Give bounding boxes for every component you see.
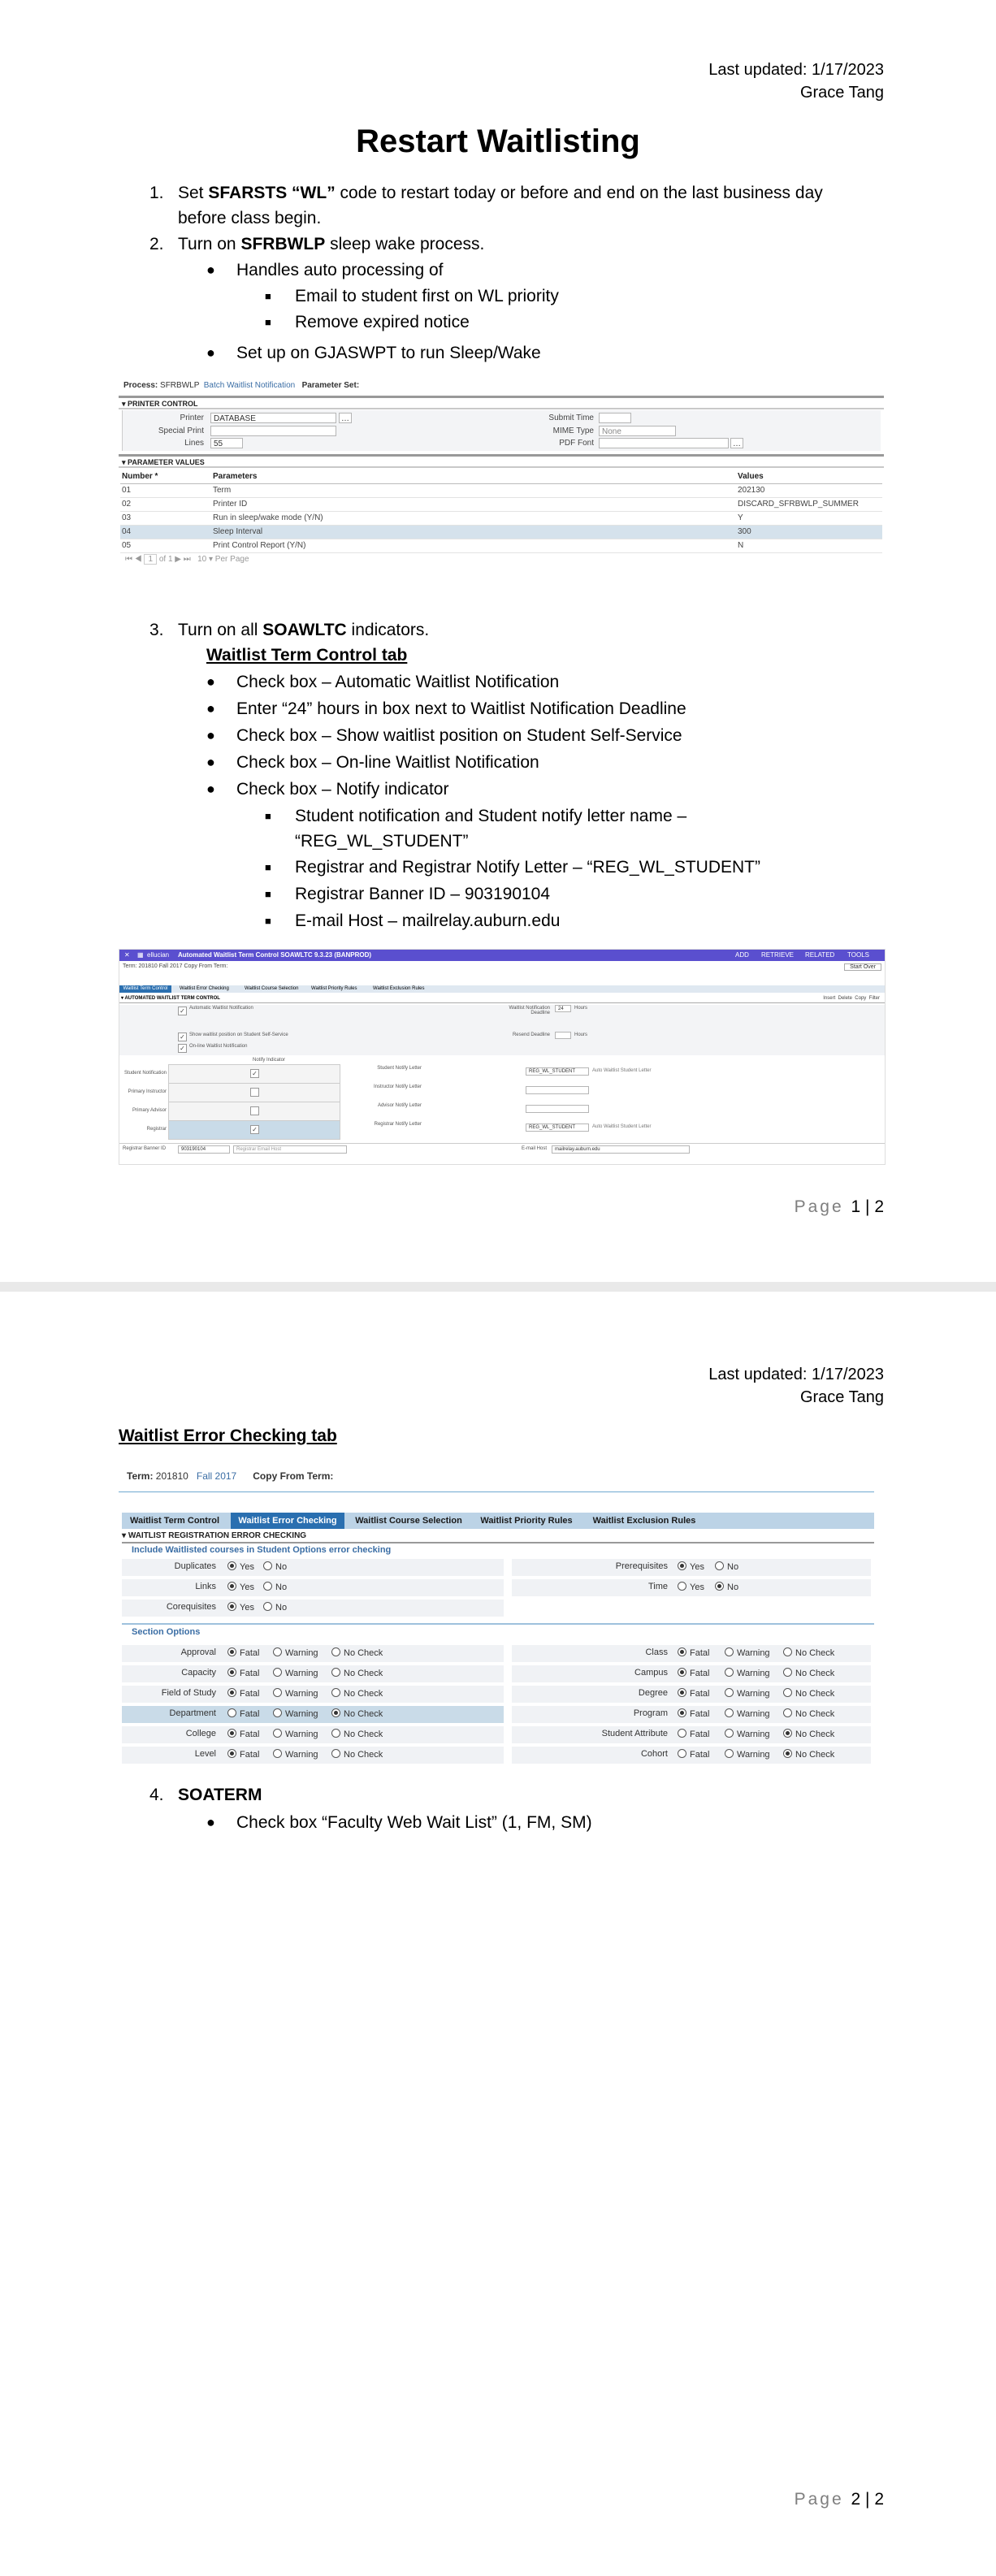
list-item: Check box “Faculty Web Wait List” (1, FM, SM) bbox=[236, 1813, 592, 1832]
term-control-panel bbox=[119, 1005, 885, 1055]
auto-notification-checkbox[interactable]: ✓ bbox=[178, 1007, 187, 1015]
radio-option[interactable]: Warning bbox=[273, 1647, 318, 1658]
table-row-selected[interactable]: 04 Sleep Interval 300 bbox=[120, 526, 882, 539]
table-row[interactable]: 02 Printer ID DISCARD_SFRBWLP_SUMMER bbox=[120, 498, 882, 512]
radio-button[interactable] bbox=[331, 1647, 340, 1656]
option-label: Field of Study bbox=[161, 1688, 216, 1698]
list-item: Registrar Banner ID – 903190104 bbox=[295, 885, 551, 903]
letter-label: Student Notify Letter bbox=[377, 1066, 422, 1071]
step-2-text: Turn on SFRBWLP sleep wake process. bbox=[178, 235, 485, 253]
page-footer: Page 2 | 2 bbox=[794, 2490, 884, 2509]
list-item: Enter “24” hours in box next to Waitlist Notification Deadline bbox=[236, 699, 686, 718]
radio-button[interactable] bbox=[725, 1708, 734, 1717]
option-label: Class bbox=[645, 1647, 668, 1657]
subheading: Waitlist Term Control tab bbox=[206, 646, 408, 665]
radio-button[interactable] bbox=[227, 1561, 236, 1570]
collapse-icon[interactable]: ▾ bbox=[122, 1531, 128, 1540]
printer-control-section[interactable]: ▾ PRINTER CONTROL bbox=[119, 396, 884, 409]
section-header[interactable]: ▾ AUTOMATED WAITLIST TERM CONTROL Insert Delete Copy Filter bbox=[119, 994, 885, 1003]
list-item: Check box – Automatic Waitlist Notification bbox=[236, 673, 560, 691]
radio-option[interactable]: Fatal bbox=[227, 1688, 259, 1699]
show-position-checkbox[interactable]: ✓ bbox=[178, 1033, 187, 1041]
list-item: Check box – Show waitlist position on Student Self-Service bbox=[236, 726, 682, 745]
soawltc-screenshot bbox=[119, 949, 886, 1165]
tab-bar bbox=[122, 1513, 874, 1529]
radio-option[interactable]: Warning bbox=[273, 1729, 318, 1739]
banner-desc-field: Registrar Email Host bbox=[233, 1145, 347, 1154]
radio-button[interactable] bbox=[725, 1647, 734, 1656]
column-header-values[interactable]: Values bbox=[738, 472, 764, 481]
tab-error-checking[interactable]: Waitlist Error Checking bbox=[180, 986, 229, 991]
radio-option[interactable]: No bbox=[263, 1602, 287, 1613]
radio-button[interactable] bbox=[783, 1708, 792, 1717]
radio-option[interactable]: Yes bbox=[678, 1582, 704, 1592]
radio-button[interactable] bbox=[725, 1668, 734, 1677]
square-bullet-icon: ■ bbox=[265, 316, 271, 328]
radio-button[interactable] bbox=[227, 1647, 236, 1656]
mime-type-label: MIME Type bbox=[552, 426, 594, 435]
option-label: Degree bbox=[638, 1688, 668, 1698]
advisor-letter-field[interactable] bbox=[526, 1105, 589, 1113]
notify-row-label: Registrar bbox=[146, 1127, 167, 1132]
author: Grace Tang bbox=[799, 1388, 884, 1406]
radio-button[interactable] bbox=[263, 1582, 272, 1591]
radio-option[interactable]: Warning bbox=[273, 1668, 318, 1678]
tab-term-control[interactable]: Waitlist Term Control bbox=[130, 1516, 219, 1526]
hours-label: Hours bbox=[574, 1006, 588, 1011]
radio-button[interactable] bbox=[273, 1688, 282, 1697]
radio-option[interactable]: No Check bbox=[783, 1708, 834, 1719]
radio-option[interactable]: Fatal bbox=[678, 1647, 709, 1658]
notify-row-label: Primary Advisor bbox=[132, 1108, 167, 1113]
special-print-field[interactable] bbox=[210, 426, 336, 436]
tools-button[interactable]: TOOLS bbox=[847, 951, 869, 959]
radio-button[interactable] bbox=[227, 1688, 236, 1697]
step-1-text: Set SFARSTS “WL” code to restart today or before and end on the last business day bbox=[178, 184, 823, 202]
page-footer: Page 1 | 2 bbox=[794, 1197, 884, 1216]
term-line: Term: 201810 Fall 2017 Copy From Term: bbox=[123, 963, 228, 969]
radio-button[interactable] bbox=[678, 1749, 686, 1758]
square-bullet-icon: ■ bbox=[265, 290, 271, 302]
radio-button[interactable] bbox=[783, 1749, 792, 1758]
radio-button[interactable] bbox=[273, 1749, 282, 1758]
printer-control-panel bbox=[122, 410, 881, 451]
bullet-icon: ● bbox=[206, 754, 215, 770]
page-2 bbox=[0, 1292, 996, 2576]
tab-priority-rules[interactable]: Waitlist Priority Rules bbox=[311, 986, 357, 991]
add-button[interactable]: ADD bbox=[735, 951, 749, 959]
printer-lookup-button[interactable]: … bbox=[339, 413, 352, 423]
radio-option[interactable]: No Check bbox=[331, 1668, 383, 1678]
last-updated: Last updated: 1/17/2023 bbox=[708, 61, 884, 79]
notify-check-cell bbox=[168, 1064, 340, 1084]
list-item: Handles auto processing of bbox=[236, 261, 444, 279]
bullet-icon: ● bbox=[206, 262, 215, 278]
printer-label: Printer bbox=[180, 413, 204, 422]
radio-button[interactable] bbox=[715, 1561, 724, 1570]
registrar-letter-field[interactable]: REG_WL_STUDENT bbox=[526, 1123, 589, 1132]
resend-field[interactable] bbox=[555, 1032, 571, 1039]
error-checking-screenshot bbox=[119, 1462, 874, 1766]
radio-button[interactable] bbox=[725, 1749, 734, 1758]
pdf-font-lookup-button[interactable]: … bbox=[730, 438, 743, 448]
radio-button[interactable] bbox=[715, 1582, 724, 1591]
submit-time-field[interactable] bbox=[599, 413, 631, 423]
sfrbwlp-screenshot bbox=[119, 378, 884, 599]
bullet-icon: ● bbox=[206, 727, 215, 743]
radio-option[interactable]: No bbox=[715, 1561, 738, 1572]
notify-check-cell bbox=[168, 1083, 340, 1102]
radio-option[interactable]: Warning bbox=[725, 1668, 770, 1678]
page-header bbox=[708, 1363, 884, 1409]
column-header-number[interactable]: Number * bbox=[122, 472, 158, 481]
radio-option[interactable]: No Check bbox=[783, 1668, 834, 1678]
grid-icon[interactable]: ▦ bbox=[137, 951, 144, 959]
list-item: Remove expired notice bbox=[295, 313, 470, 331]
radio-option[interactable]: No Check bbox=[331, 1688, 383, 1699]
radio-option[interactable]: Fatal bbox=[227, 1647, 259, 1658]
notify-check-cell bbox=[168, 1120, 340, 1140]
tab-course-selection[interactable]: Waitlist Course Selection bbox=[355, 1516, 462, 1526]
document-title: Restart Waitlisting bbox=[356, 123, 640, 159]
radio-button[interactable] bbox=[273, 1729, 282, 1738]
radio-option[interactable]: Fatal bbox=[227, 1729, 259, 1739]
include-title: Include Waitlisted courses in Student Options error checking bbox=[132, 1545, 392, 1555]
radio-button[interactable] bbox=[725, 1688, 734, 1697]
radio-button[interactable] bbox=[678, 1708, 686, 1717]
radio-option[interactable]: No bbox=[715, 1582, 738, 1592]
radio-button[interactable] bbox=[227, 1582, 236, 1591]
radio-button[interactable] bbox=[227, 1729, 236, 1738]
option-label: Capacity bbox=[181, 1668, 216, 1678]
close-icon[interactable]: ✕ bbox=[124, 951, 130, 959]
radio-button[interactable] bbox=[227, 1602, 236, 1611]
column-header-parameters[interactable]: Parameters bbox=[213, 472, 258, 481]
app-bar bbox=[119, 950, 885, 961]
option-label: Department bbox=[169, 1708, 216, 1718]
pdf-font-field[interactable] bbox=[599, 438, 729, 448]
option-label: Duplicates bbox=[174, 1561, 216, 1571]
retrieve-button[interactable]: RETRIEVE bbox=[761, 951, 795, 959]
show-position-label: Show waitlist position on Student Self-Service bbox=[189, 1033, 288, 1037]
radio-button[interactable] bbox=[263, 1561, 272, 1570]
email-host-field[interactable]: mailrelay.auburn.edu bbox=[552, 1145, 690, 1154]
square-bullet-icon: ■ bbox=[265, 888, 271, 900]
radio-button[interactable] bbox=[783, 1668, 792, 1677]
hours-label: Hours bbox=[574, 1033, 588, 1037]
radio-option[interactable]: Warning bbox=[273, 1688, 318, 1699]
radio-option[interactable]: No Check bbox=[783, 1729, 834, 1739]
step-number: 2. bbox=[149, 235, 164, 253]
radio-option[interactable]: No Check bbox=[331, 1729, 383, 1739]
radio-button[interactable] bbox=[678, 1668, 686, 1677]
radio-option[interactable]: Warning bbox=[273, 1708, 318, 1719]
bullet-icon: ● bbox=[206, 1814, 215, 1830]
option-label: Approval bbox=[180, 1647, 216, 1657]
radio-option[interactable]: No Check bbox=[331, 1749, 383, 1760]
radio-option[interactable]: No Check bbox=[783, 1688, 834, 1699]
radio-button[interactable] bbox=[227, 1708, 236, 1717]
parameter-values-section[interactable]: ▾ PARAMETER VALUES bbox=[119, 454, 884, 468]
table-row[interactable]: 05 Print Control Report (Y/N) N bbox=[120, 539, 882, 553]
radio-button[interactable] bbox=[273, 1708, 282, 1717]
radio-option[interactable]: No Check bbox=[331, 1647, 383, 1658]
radio-option[interactable]: Fatal bbox=[227, 1708, 259, 1719]
option-label: Links bbox=[195, 1582, 216, 1591]
radio-option[interactable]: Warning bbox=[725, 1647, 770, 1658]
radio-button[interactable] bbox=[331, 1708, 340, 1717]
step-1-text-cont: before class begin. bbox=[178, 209, 322, 227]
notify-indicator-heading: Notify Indicator bbox=[253, 1058, 286, 1063]
table-row[interactable]: 03 Run in sleep/wake mode (Y/N) Y bbox=[120, 512, 882, 526]
square-bullet-icon: ■ bbox=[265, 810, 271, 822]
radio-option[interactable]: No Check bbox=[783, 1749, 834, 1760]
radio-button[interactable] bbox=[783, 1647, 792, 1656]
step-4-text: SOATERM bbox=[178, 1786, 262, 1804]
banner-id-field[interactable]: 903190104 bbox=[178, 1145, 230, 1154]
option-label: Time bbox=[647, 1582, 668, 1591]
related-button[interactable]: RELATED bbox=[805, 951, 835, 959]
student-letter-field[interactable]: REG_WL_STUDENT bbox=[526, 1067, 589, 1076]
radio-button[interactable] bbox=[678, 1561, 686, 1570]
radio-option[interactable]: Fatal bbox=[678, 1668, 709, 1678]
list-item: Email to student first on WL priority bbox=[295, 287, 559, 305]
lines-field[interactable]: 55 bbox=[210, 438, 243, 448]
radio-button[interactable] bbox=[783, 1688, 792, 1697]
radio-option[interactable]: Fatal bbox=[678, 1688, 709, 1699]
radio-option[interactable]: No bbox=[263, 1582, 287, 1592]
radio-option[interactable]: Warning bbox=[725, 1688, 770, 1699]
radio-button[interactable] bbox=[678, 1647, 686, 1656]
radio-option[interactable]: No Check bbox=[331, 1708, 383, 1719]
radio-button[interactable] bbox=[725, 1729, 734, 1738]
radio-button[interactable] bbox=[227, 1668, 236, 1677]
bullet-icon: ● bbox=[206, 673, 215, 690]
bullet-icon: ● bbox=[206, 344, 215, 361]
radio-option[interactable]: Yes bbox=[227, 1561, 254, 1572]
instructor-letter-field[interactable] bbox=[526, 1086, 589, 1094]
section-header[interactable]: ▾ WAITLIST REGISTRATION ERROR CHECKING bbox=[122, 1530, 874, 1543]
radio-option[interactable]: Yes bbox=[227, 1582, 254, 1592]
radio-button[interactable] bbox=[783, 1729, 792, 1738]
start-over-button[interactable]: Start Over bbox=[844, 963, 881, 971]
tab-exclusion-rules[interactable]: Waitlist Exclusion Rules bbox=[592, 1516, 696, 1526]
page-1 bbox=[0, 0, 996, 1282]
radio-option[interactable]: Fatal bbox=[678, 1749, 709, 1760]
radio-button[interactable] bbox=[273, 1668, 282, 1677]
radio-option[interactable]: Fatal bbox=[678, 1729, 709, 1739]
special-print-label: Special Print bbox=[158, 426, 204, 435]
tab-error-checking[interactable]: Waitlist Error Checking bbox=[231, 1513, 344, 1529]
list-item: Check box – Notify indicator bbox=[236, 780, 449, 799]
radio-option[interactable]: Warning bbox=[725, 1708, 770, 1719]
option-label: Prerequisites bbox=[615, 1561, 668, 1571]
instructor-notify-checkbox[interactable] bbox=[250, 1088, 259, 1097]
radio-button[interactable] bbox=[331, 1668, 340, 1677]
list-item: Registrar and Registrar Notify Letter – “REG_WL_STUDENT” bbox=[295, 858, 760, 877]
registrar-notify-checkbox[interactable]: ✓ bbox=[250, 1125, 259, 1134]
letter-label: Instructor Notify Letter bbox=[373, 1085, 422, 1089]
tab-bar bbox=[119, 985, 885, 993]
divider bbox=[119, 1491, 874, 1492]
radio-option[interactable]: No bbox=[263, 1561, 287, 1572]
radio-button[interactable] bbox=[678, 1582, 686, 1591]
radio-option[interactable]: Warning bbox=[725, 1729, 770, 1739]
section-heading: Waitlist Error Checking tab bbox=[119, 1427, 337, 1445]
mime-type-field[interactable]: None bbox=[599, 426, 676, 436]
step-number: 3. bbox=[149, 621, 164, 639]
radio-button[interactable] bbox=[678, 1729, 686, 1738]
list-item: Student notification and Student notify letter name – bbox=[295, 807, 687, 825]
radio-button[interactable] bbox=[331, 1688, 340, 1697]
option-label: Program bbox=[633, 1708, 668, 1718]
bullet-icon: ● bbox=[206, 700, 215, 717]
step-3-text: Turn on all SOAWLTC indicators. bbox=[178, 621, 430, 639]
banner-id-row bbox=[119, 1143, 885, 1155]
tab-term-control[interactable]: Waitlist Term Control bbox=[119, 985, 171, 993]
lines-label: Lines bbox=[184, 439, 204, 448]
online-notification-checkbox[interactable]: ✓ bbox=[178, 1044, 187, 1053]
radio-option[interactable]: Fatal bbox=[678, 1708, 709, 1719]
option-label: Level bbox=[194, 1749, 216, 1759]
notify-table bbox=[119, 1064, 885, 1139]
pagination[interactable]: ⏮ ◀ 1 of 1 ▶ ⏭ 10 ▾ Per Page bbox=[125, 555, 249, 564]
page-header bbox=[708, 58, 884, 104]
radio-option[interactable]: Fatal bbox=[227, 1749, 259, 1760]
square-bullet-icon: ■ bbox=[265, 861, 271, 873]
form-title: Automated Waitlist Term Control SOAWLTC 9.3.23 (BANPROD) bbox=[178, 951, 372, 959]
option-label: College bbox=[185, 1729, 216, 1738]
list-item: Check box – On-line Waitlist Notification bbox=[236, 753, 539, 772]
step-number: 1. bbox=[149, 184, 164, 202]
table-header bbox=[120, 470, 882, 484]
radio-button[interactable] bbox=[678, 1688, 686, 1697]
option-label: Cohort bbox=[640, 1749, 668, 1759]
notify-check-cell bbox=[168, 1102, 340, 1121]
option-label: Corequisites bbox=[166, 1602, 216, 1612]
tab-exclusion-rules[interactable]: Waitlist Exclusion Rules bbox=[373, 986, 425, 991]
tab-course-selection[interactable]: Waitlist Course Selection bbox=[245, 986, 299, 991]
radio-button[interactable] bbox=[263, 1602, 272, 1611]
table-row[interactable]: 01 Term 202130 bbox=[120, 484, 882, 498]
section-options-title: Section Options bbox=[132, 1627, 201, 1637]
radio-option[interactable]: Yes bbox=[678, 1561, 704, 1572]
step-number: 4. bbox=[149, 1786, 164, 1804]
radio-button[interactable] bbox=[331, 1749, 340, 1758]
notify-row-label: Student Notification bbox=[123, 1071, 167, 1076]
list-item-cont: “REG_WL_STUDENT” bbox=[295, 832, 469, 851]
auto-notification-label: Automatic Waitlist Notification bbox=[189, 1006, 253, 1011]
letter-label: Advisor Notify Letter bbox=[377, 1103, 422, 1108]
list-item: Set up on GJASWPT to run Sleep/Wake bbox=[236, 344, 541, 362]
letter-desc: Auto Waitlist Student Letter bbox=[592, 1124, 652, 1129]
app-logo: ellucian bbox=[147, 951, 170, 959]
radio-option[interactable]: Warning bbox=[725, 1749, 770, 1760]
term-line: Term: 201810 Fall 2017 Copy From Term: bbox=[127, 1470, 334, 1482]
letter-desc: Auto Waitlist Student Letter bbox=[592, 1068, 652, 1073]
radio-option[interactable]: No Check bbox=[783, 1647, 834, 1658]
email-host-label: E-mail Host bbox=[521, 1146, 547, 1151]
process-line: Process: SFRBWLP Batch Waitlist Notification Parameter Set: bbox=[123, 381, 360, 390]
option-label: Student Attribute bbox=[601, 1729, 668, 1738]
letter-label: Registrar Notify Letter bbox=[374, 1122, 422, 1127]
divider bbox=[122, 1623, 874, 1625]
radio-button[interactable] bbox=[227, 1749, 236, 1758]
tab-priority-rules[interactable]: Waitlist Priority Rules bbox=[480, 1516, 573, 1526]
radio-button[interactable] bbox=[273, 1647, 282, 1656]
radio-option[interactable]: Yes bbox=[227, 1602, 254, 1613]
author: Grace Tang bbox=[799, 84, 884, 102]
advisor-notify-checkbox[interactable] bbox=[250, 1106, 259, 1115]
notify-row-label: Primary Instructor bbox=[128, 1089, 167, 1094]
resend-label: Resend Deadline bbox=[512, 1033, 550, 1037]
last-updated: Last updated: 1/17/2023 bbox=[708, 1366, 884, 1383]
online-notification-label: On-line Waitlist Notification bbox=[189, 1044, 248, 1049]
radio-option[interactable]: Fatal bbox=[227, 1668, 259, 1678]
deadline-label: Waitlist Notification Deadline bbox=[509, 1006, 550, 1015]
radio-button[interactable] bbox=[331, 1729, 340, 1738]
radio-option[interactable]: Warning bbox=[273, 1749, 318, 1760]
pdf-font-label: PDF Font bbox=[559, 439, 594, 448]
option-label: Campus bbox=[634, 1668, 668, 1678]
bullet-icon: ● bbox=[206, 781, 215, 797]
deadline-hours-field[interactable]: 24 bbox=[555, 1005, 571, 1012]
list-item: E-mail Host – mailrelay.auburn.edu bbox=[295, 911, 561, 930]
printer-field[interactable]: DATABASE bbox=[210, 413, 336, 423]
student-notify-checkbox[interactable]: ✓ bbox=[250, 1069, 259, 1078]
square-bullet-icon: ■ bbox=[265, 915, 271, 927]
banner-id-label: Registrar Banner ID bbox=[123, 1146, 167, 1151]
submit-time-label: Submit Time bbox=[548, 413, 594, 422]
